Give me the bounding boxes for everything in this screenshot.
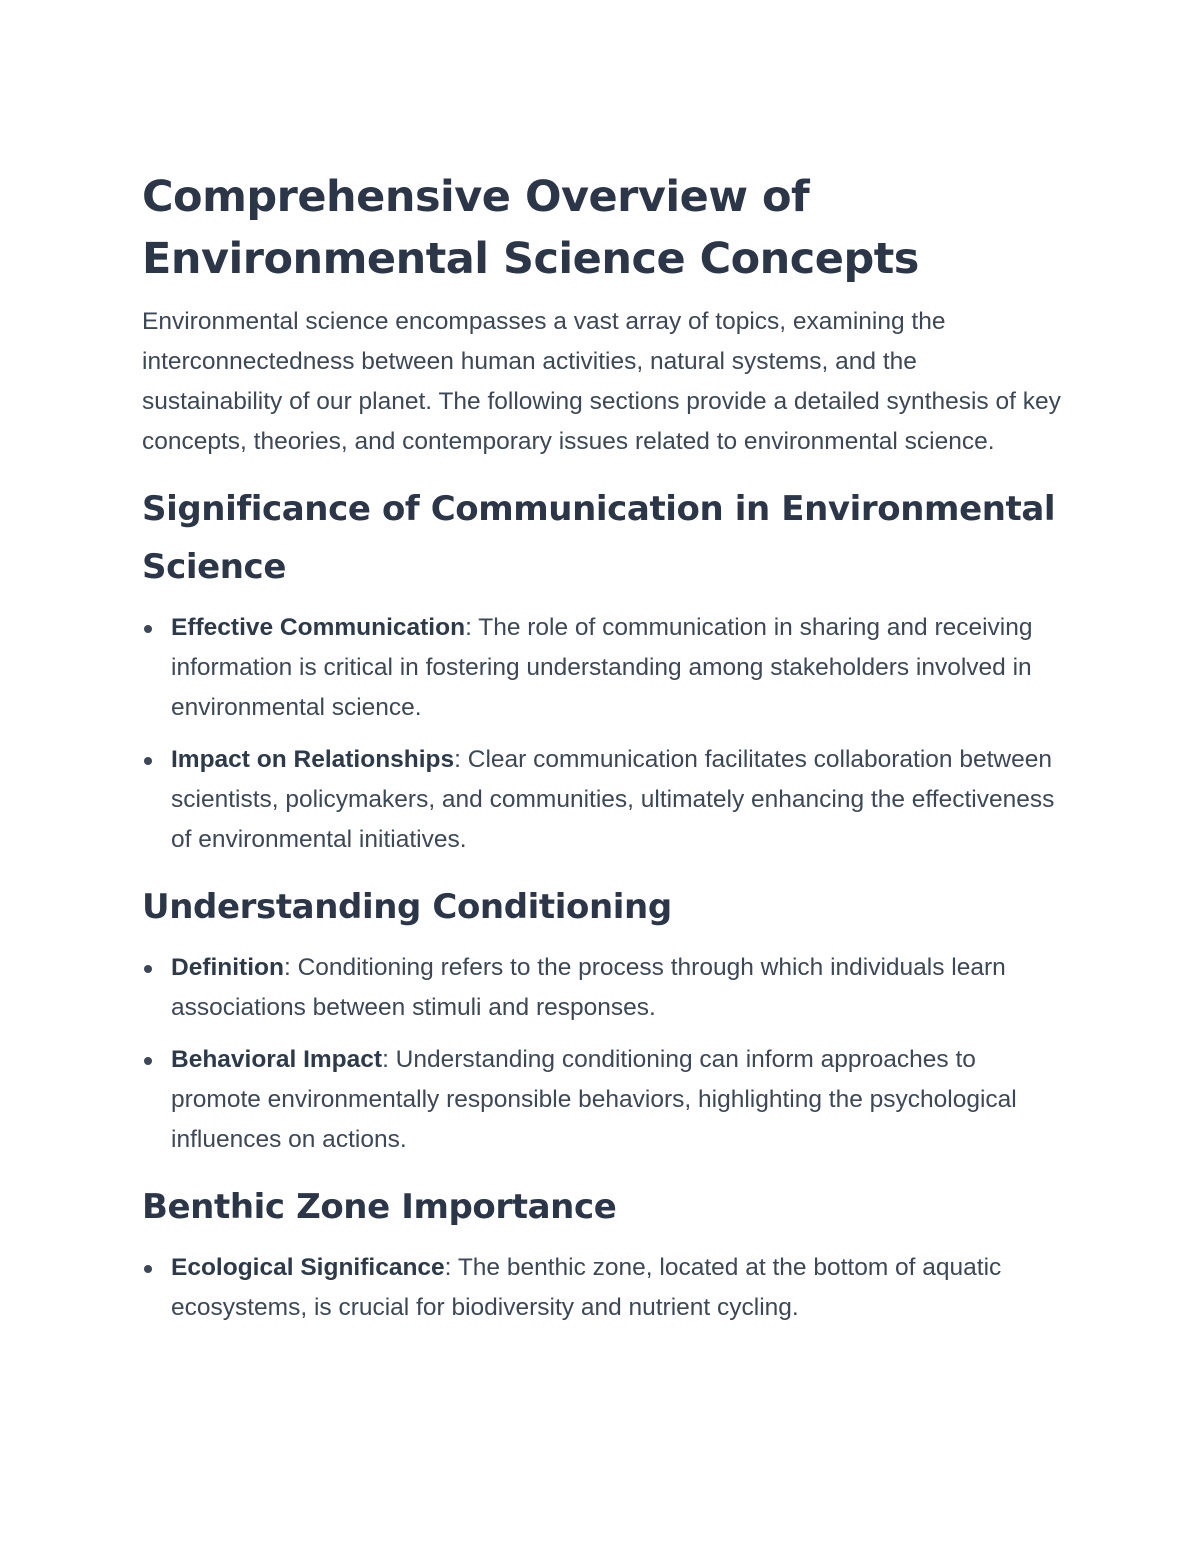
section-heading: Understanding Conditioning [142, 887, 672, 927]
intro-paragraph: Environmental science encompasses a vast array of topics, examining the interconnectedness between human activities, natural systems, and the sustainability of our planet. The following sections provide a detailed synthesis of key concepts, theories, and contemporary issues related to environmental science. [142, 308, 1061, 455]
document-page [142, 166, 1062, 1346]
list-item [142, 740, 1062, 860]
bullet-list [142, 1248, 1062, 1328]
bullet-icon [144, 965, 152, 973]
section-conditioning [142, 878, 1062, 1160]
bullet-list [142, 608, 1062, 860]
document-title: Comprehensive Overview of Environmental Science Concepts [142, 172, 919, 284]
section-heading: Benthic Zone Importance [142, 1187, 617, 1227]
list-item-text: : Clear communication facilitates collaboration between scientists, policymakers, and communities, ultimately enhancing the effectiveness of environmental initiatives. [171, 746, 1055, 853]
list-item-term: Definition [171, 954, 284, 981]
list-item-term: Ecological Significance [171, 1254, 445, 1281]
section-communication [142, 480, 1062, 860]
bullet-icon [144, 757, 152, 765]
list-item [142, 608, 1062, 728]
section-heading: Significance of Communication in Environmental Science [142, 489, 1056, 587]
bullet-icon [144, 1057, 152, 1065]
list-item-text: : Conditioning refers to the process through which individuals learn associations between stimuli and responses. [171, 954, 1006, 1021]
list-item-text: : Understanding conditioning can inform approaches to promote environmentally responsible behaviors, highlighting the psychological influences on actions. [171, 1046, 1017, 1153]
list-item-term: Impact on Relationships [171, 746, 455, 773]
bullet-list [142, 948, 1062, 1160]
list-item [142, 948, 1062, 1028]
section-benthic-zone [142, 1178, 1062, 1328]
list-item-text: : The benthic zone, located at the bottom of aquatic ecosystems, is crucial for biodiversity and nutrient cycling. [171, 1254, 1002, 1321]
list-item [142, 1248, 1062, 1328]
list-item [142, 1040, 1062, 1160]
list-item-term: Effective Communication [171, 614, 466, 641]
bullet-icon [144, 1265, 152, 1273]
list-item-text: : The role of communication in sharing and receiving information is critical in fostering understanding among stakeholders involved in environmental science. [171, 614, 1033, 721]
list-item-term: Behavioral Impact [171, 1046, 383, 1073]
bullet-icon [144, 625, 152, 633]
